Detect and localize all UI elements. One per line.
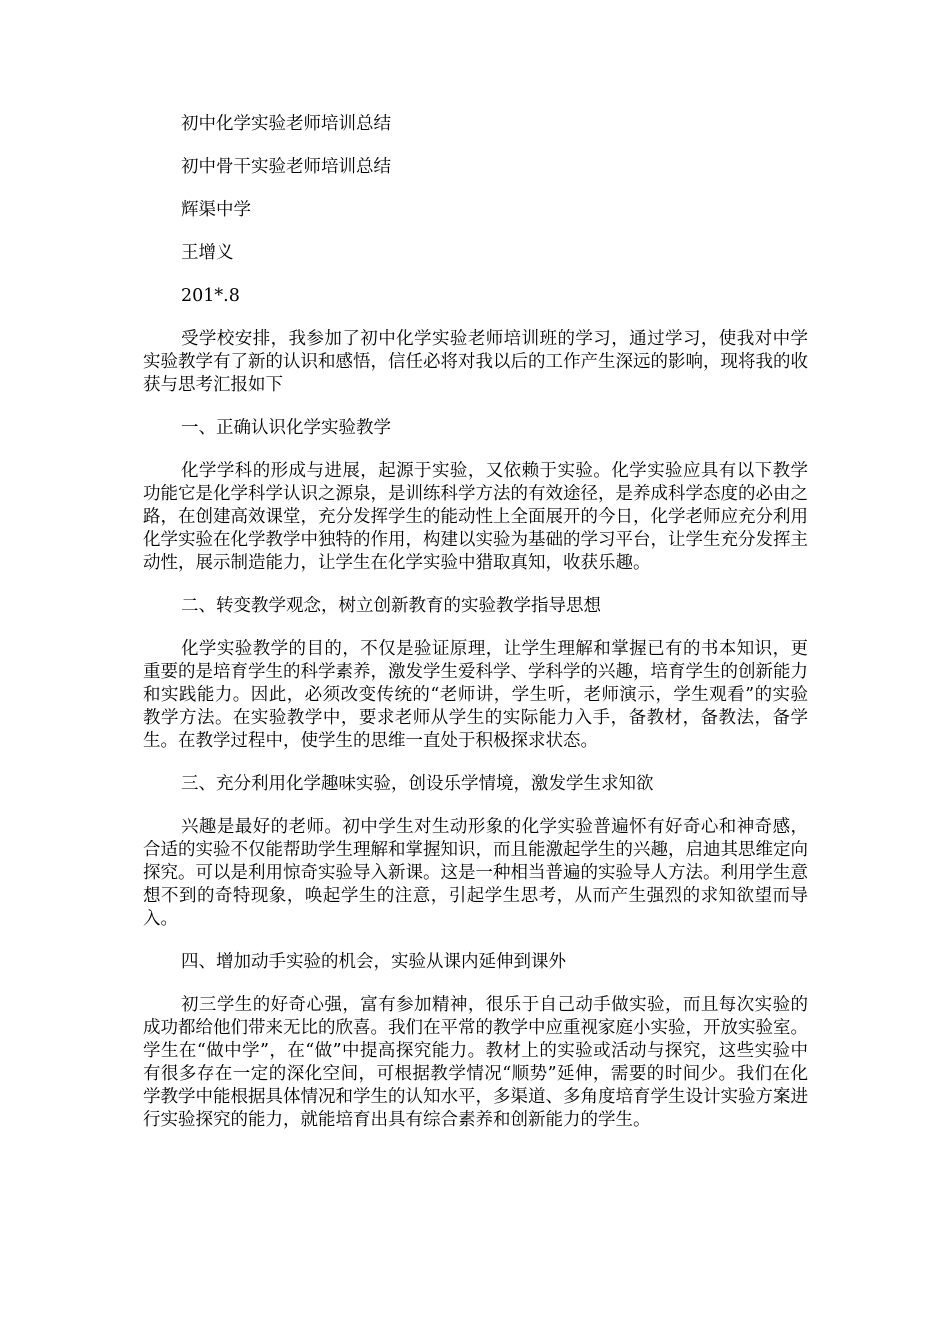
school-name: 辉渠中学 [181,200,251,220]
document-body [143,113,808,1152]
section-heading-1: 一、正确认识化学实验教学 [181,418,391,438]
section-paragraph-1: 化学学科的形成与进展，起源于实验，又依赖于实验。化学实验应具有以下教学功能它是化学科学认识之源泉，是训练科学方法的有效途径，是养成科学态度的必由之路，在创建高效课堂，充分发挥学生的能动性上全面展开的今日，化学老师应充分利用化学实验在化学教学中独特的作用，构建以实验为基础的学习平台，让学生充分发挥主动性，展示制造能力，让学生在化学实验中猎取真知，收获乐趣。 [143,461,808,573]
document-date: 201*.8 [181,286,240,306]
document-title: 初中化学实验老师培训总结 [181,114,391,134]
author-name: 王增义 [181,243,234,263]
section-heading-3: 三、充分利用化学趣味实验，创设乐学情境，激发学生求知欲 [181,774,654,794]
section-paragraph-4: 初三学生的好奇心强，富有参加精神，很乐于自己动手做实验，而且每次实验的成功都给他们带来无比的欣喜。我们在平常的教学中应重视家庭小实验，开放实验室。学生在“做中学”，在“做”中提高探究能力。教材上的实验或活动与探究，这些实验中有很多存在一定的深化空间，可根据教学情况“顺势”延伸，需要的时间少。我们在化学教学中能根据具体情况和学生的认知水平，多渠道、多角度培育学生设计实验方案进行实验探究的能力，就能培育出具有综合素养和创新能力的学生。 [143,995,808,1130]
section-heading-4: 四、增加动手实验的机会，实验从课内延伸到课外 [181,952,566,972]
section-paragraph-2: 化学实验教学的目的，不仅是验证原理，让学生理解和掌握已有的书本知识，更重要的是培育学生的科学素养，激发学生爱科学、学科学的兴趣，培育学生的创新能力和实践能力。因此，必须改变传统的“老师讲，学生听，老师演示，学生观看”的实验教学方法。在实验教学中，要求老师从学生的实际能力入手，备教材，备教法，备学生。在教学过程中，使学生的思维一直处于积极探求状态。 [143,639,808,751]
document-subtitle: 初中骨干实验老师培训总结 [181,157,391,177]
section-heading-2: 二、转变教学观念，树立创新教育的实验教学指导思想 [181,596,601,616]
intro-paragraph: 受学校安排，我参加了初中化学实验老师培训班的学习，通过学习，使我对中学实验教学有了新的认识和感悟，信任必将对我以后的工作产生深远的影响，现将我的收获与思考汇报如下 [143,329,808,395]
section-paragraph-3: 兴趣是最好的老师。初中学生对生动形象的化学实验普遍怀有好奇心和神奇感，合适的实验不仅能帮助学生理解和掌握知识，而且能激起学生的兴趣，启迪其思维定向探究。可以是利用惊奇实验导入新课。这是一种相当普遍的实验导人方法。利用学生意想不到的奇特现象，唤起学生的注意，引起学生思考，从而产生强烈的求知欲望而导入。 [143,817,808,929]
